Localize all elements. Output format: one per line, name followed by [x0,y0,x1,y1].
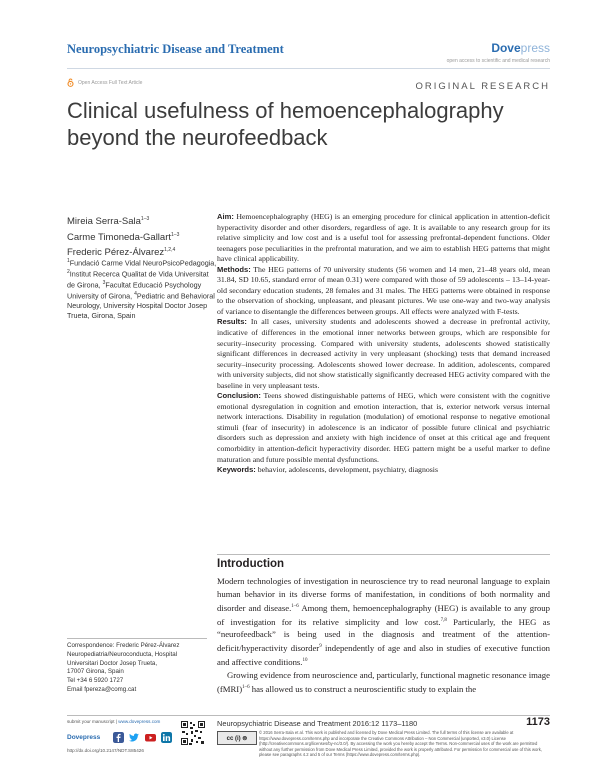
citation-ref[interactable]: 1–6 [291,603,299,609]
publisher-tagline: open access to scientific and medical research [446,58,550,64]
section-heading-introduction: Introduction [217,558,285,570]
paragraph: Modern technologies of investigation in neuroscience try to read neuronal language to explain human behavior in its diverse forms of manifestation, in conditions of both normality and disorder and disease.$^{1-6}$ Among them, hemoencephalography (HEG) is available to any group of investigation for its relative simplicity and low cost.$^{7,8}$ Particularly, the HEG as “neurofeedback” is being used in the diagnosis and treatment of the attention-deficit/hyperactivity disorder$^9$ independently of age and also in studies of executive function and affective conditions.$^{10}$ [217,576,551,667]
citation-ref[interactable]: 7,8 [440,617,447,623]
open-access-lock-icon [67,78,74,87]
introduction-body [217,575,550,696]
creative-commons-badge[interactable]: cc (i) ⊜ [217,731,257,745]
abstract-aim: Aim: Hemoencephalography (HEG) is an emerging procedure for clinical application in attention-deficit hyperactivity disorder and other disorders, regardless of age. It is available to any research group for its relative simplicity and low cost and is a useful tool for assessing prefrontal-dependent functions. Older teenagers pose peculiarities in the prefrontal maturation, and we aim to establish HEG patterns that might have clinical applicability. [217,212,550,264]
author[interactable]: Frederic Pérez-Álvarez$^{1,2,4}$ [67,247,176,259]
submit-manuscript[interactable]: submit your manuscript | www.dovepress.com [67,719,161,724]
citation-ref[interactable]: 9 [319,644,322,650]
author[interactable]: Carme Timoneda-Gallart$^{1-3}$ [67,231,180,243]
citation-ref[interactable]: 10 [302,658,308,664]
abstract-results: Results: In all cases, university students and adolescents showed a decrease in prefrontal activity, indicative of differences in the emotional inner networks between groups, which are responsible for security–insecurity processing. Compared with university students, adolescents showed statistically significant differences in decreased activity in very unpleasant (shocking) tests that demand increased security–insecurity processing. Adolescents showed lower decrease. In addition, adolescents, compared with university subjects, did not show statistically significantly decreased HEG activity compared with the baseline in very unpleasant tests. [217,317,550,390]
open-access-badge [67,78,142,87]
dovepress-footer-logo[interactable]: Dovepress [67,734,101,741]
linkedin-icon[interactable] [161,732,172,743]
article-title: Clinical usefulness of hemoencephalography beyond the neurofeedback [67,98,504,150]
doi-link[interactable]: http://dx.doi.org/10.2147/NDT.S85426 [67,748,144,753]
page-number: 1173 [526,716,550,728]
social-links [67,732,172,743]
youtube-icon[interactable] [145,732,156,743]
correspondence-divider [67,638,207,639]
article-type: ORIGINAL RESEARCH [415,81,550,92]
abstract-keywords: Keywords: behavior, adolescents, development, psychiatry, diagnosis [217,465,438,475]
publisher-logo[interactable] [491,41,550,55]
citation-ref[interactable]: 1–6 [242,684,250,690]
affiliations: $^1$Fundació Carme Vidal NeuroPsicoPedagogia, $^2$Institut Recerca Qualitat de Vida Universitat de Girona, $^3$Facultat Educació Psychology University of Girona, $^4$Pediatric and Behavioral Neurology, University Hospital Doctor Josep Trueta, Girona, Spain [67,258,217,320]
qr-code-icon[interactable] [180,720,206,746]
submit-link[interactable]: www.dovepress.com [118,719,161,724]
correspondence-email[interactable]: Email fpereza@comg.cat [67,685,137,693]
correspondence-label: Correspondence: Frederic Pérez-Álvarez [67,642,180,649]
abstract [217,212,550,476]
abstract-methods: Methods: The HEG patterns of 70 university students (56 women and 14 men, 21–48 years old, mean 31.84, SD 10.65, standard error of mean 0.31) were compared with those of 59 adolescents – 13–14-year-old secondary education students, 28 females and 31 males. The HEG patterns were obtained in response to the observation of shocking, unpleasant, and pleasant pictures. We use one-way and two-way analysis of variance to disentangle the differences between groups. All effects were analyzed with F-tests. [217,264,550,316]
section-divider [217,554,550,555]
facebook-icon[interactable] [113,732,124,743]
author[interactable]: Mireia Serra-Sala$^{1-3}$ [67,216,150,228]
brand-main: Dove [491,41,521,55]
header-divider [67,68,550,69]
footer-divider [67,715,550,716]
author-list [67,213,217,260]
paragraph: Growing evidence from neuroscience and, particularly, functional magnetic resonance image (fMRI)$^{1-6}$ has allowed us to construct a neuroscientific study to explain the [217,669,550,694]
license-text: © 2016 Serra-Sala et al. This work is published and licensed by Dove Medical Press Limited. The full terms of this license are available at https://www.dovepress.com/terms.php and incorporate the Creative Commons Attribution – Non Commercial (unported, v3.0) License (http://creativecommons.org/licenses/by-nc/3.0/). By accessing the work you hereby accept the Terms. Non-commercial uses of the work are permitted without any further permission from Dove Medical Press Limited, provided the work is properly attributed. For permission for commercial use of this work, please see paragraphs 4.2 and 5 of our Terms (https://www.dovepress.com/terms.php). [259,730,542,758]
journal-name: Neuropsychiatric Disease and Treatment [67,42,284,56]
twitter-icon[interactable] [129,732,140,743]
open-access-label: Open Access Full Text Article [78,79,143,86]
abstract-conclusion: Conclusion: Teens showed distinguishable patterns of HEG, which were consistent with the cognitive emotional dysregulation in cognition and emotion interaction, that is, exterior network versus internal network interactions. Disability in regulation (modulation) of emotional response to negative emotional stimuli (fear of insecurity) in adolescence is an indicator of possible future clinical and psychiatric disorders such as depression and anxiety with high incidence of onset at this critical age and frequent comorbidity in attention-deficit hyperactivity disorder. HEG pattern might be a useful marker to define maturation and future possible mental dysfunctions. [217,391,551,464]
brand-suffix: press [520,41,550,55]
correspondence-block: Correspondence: Frederic Pérez-Álvarez Neuropediatria/Neuroconducta, Hospital Universitari Doctor Josep Trueta, 17007 Girona, Spain Tel +34 6 5920 1727 Email fpereza@comg.cat [67,642,212,695]
journal-citation: Neuropsychiatric Disease and Treatment 2016:12 1173–1180 [217,719,418,728]
